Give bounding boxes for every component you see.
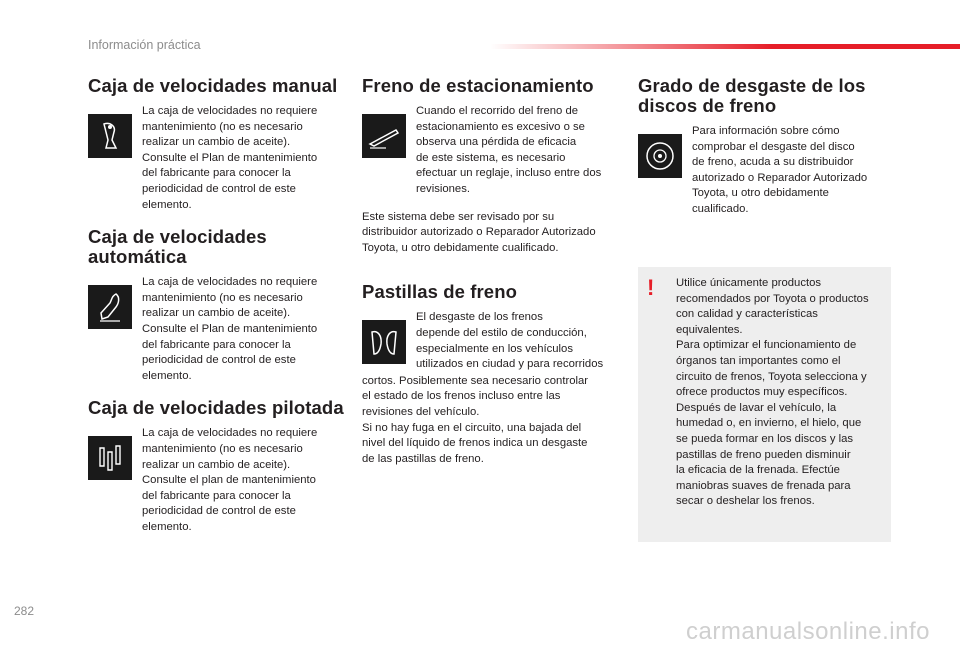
manual-gearshift-icon [88,114,132,158]
warning-note-text: Utilice únicamente productos recomendados por Toyota o productos con calidad y características equivalentes. Para optimizar el funcionamiento de órganos tan importantes como el circuito de frenos, Toyota selecciona y ofrece productos muy específicos. Después de lavar el vehículo, la humedad o, en invierno, el hielo, que se pueda formar en los discos y las pastillas de freno pueden disminuir la eficacia de la frenada. Efectúe maniobras suaves de frenada para secar o deshelar los frenos. [676,277,869,508]
automatic-gearbox-text: La caja de velocidades no requiere mantenimiento (no es necesario realizar un cambio de aceite). Consulte el Plan de mantenimiento del fabricante para conocer la periodicidad de control de este elemento. [142,276,318,382]
section-title-manual-gearbox: Caja de velocidades manual [88,75,338,96]
watermark: carmanualsonline.info [686,618,930,645]
parking-brake-icon [362,114,406,158]
page-number: 282 [14,604,35,618]
parking-brake-block [362,106,622,198]
manual-gearbox-block [88,106,348,213]
brake-disc-icon [638,134,682,178]
running-header: Información práctica [88,38,201,52]
parking-brake-text: Cuando el recorrido del freno de estacionamiento es excesivo o se observa una pérdida de eficacia de este sistema, es necesario efectuar un reglaje, incluso entre dos revisiones. [416,105,602,195]
brake-discs-block [638,126,894,218]
piloted-gearshift-icon [88,436,132,480]
column-brakes [362,76,622,467]
column-brake-discs [638,76,894,218]
section-title-parking-brake: Freno de estacionamiento [362,75,594,96]
header-accent-bar [490,44,960,49]
section-title-brake-discs: Grado de desgaste de los discos de freno [638,75,866,116]
warning-exclamation-icon: ! [647,275,655,300]
automatic-gearshift-icon [88,285,132,329]
parking-brake-extra-text: Este sistema debe ser revisado por su distribuidor autorizado o Reparador Autorizado Toyota, u otro debidamente cualificado. [362,210,596,254]
piloted-gearbox-text: La caja de velocidades no requiere mantenimiento (no es necesario realizar un cambio de aceite). Consulte el plan de mantenimiento del fabricante para conocer la periodicidad de control de este elemento. [142,427,318,533]
brake-discs-text: Para información sobre cómo comprobar el desgaste del disco de freno, acuda a su distribuidor autorizado o Reparador Autorizado Toyota, u otro debidamente cualificado. [692,125,868,215]
section-title-automatic-gearbox: Caja de velocidades automática [88,226,267,268]
section-title-piloted-gearbox: Caja de velocidades pilotada [88,397,344,419]
piloted-gearbox-block [88,428,348,535]
manual-gearbox-text: La caja de velocidades no requiere mantenimiento (no es necesario realizar un cambio de aceite). Consulte el Plan de mantenimiento del fabricante para conocer la periodicidad de control de este elemento. [142,105,318,211]
automatic-gearbox-block [88,277,348,384]
warning-note-box [638,267,891,542]
brake-pads-block [362,312,622,372]
brake-pads-text: El desgaste de los frenos depende del estilo de conducción, especialmente en los vehículos utilizados en ciudad y para recorridos [416,311,604,371]
brake-pads-extra-text: cortos. Posiblemente sea necesario controlar el estado de los frenos incluso entre las revisiones del vehículo. Si no hay fuga en el circuito, una bajada del nivel del líquido de frenos indica un desgaste de las pastillas de freno. [362,374,589,465]
column-gearboxes [88,76,348,535]
section-title-brake-pads: Pastillas de freno [362,281,517,303]
brake-pads-icon [362,320,406,364]
